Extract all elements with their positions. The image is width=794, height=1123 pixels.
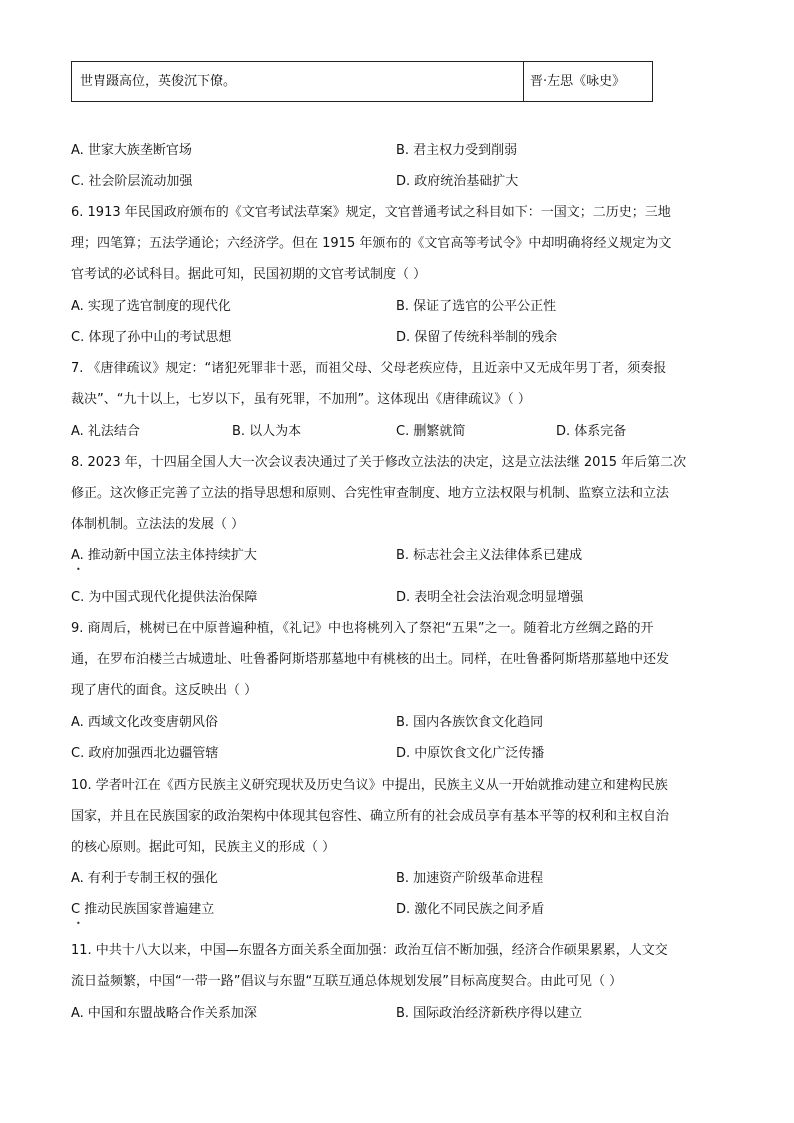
q6-option-a: A. 实现了选官制度的现代化 (71, 299, 231, 314)
q9-stem-line-3: 现了唐代的面食。这反映出（ ） (71, 683, 258, 698)
q9-option-c: C. 政府加强西北边疆管辖 (71, 746, 219, 761)
q5-option-c: C. 社会阶层流动加强 (71, 174, 193, 189)
q10-stem-line-2: 国家，并且在民族国家的政治架构中体现其包容性、确立所有的社会成员享有基本平等的权利和主权自治 (71, 809, 670, 824)
q8-option-a: A. 推动新中国立法主体持续扩大 (71, 548, 257, 563)
q6-option-d: D. 保留了传统科举制的残余 (396, 330, 558, 345)
q7-stem-line-1: 7. 《唐律疏议》规定：“诸犯死罪非十恶，而祖父母、父母老疾应侍，且近亲中又无成年男丁者，须奏报 (71, 361, 667, 376)
q7-stem-line-2: 裁决”、“九十以上，七岁以下，虽有死罪，不加刑”。这体现出《唐律疏议》（ ） (71, 392, 531, 407)
q7-option-d: D. 体系完备 (556, 424, 627, 439)
q8-stem-line-3: 体制机制。立法法的发展（ ） (71, 517, 245, 532)
q6-stem-line-3: 官考试的必试科目。据此可知，民国初期的文官考试制度（ ） (71, 267, 427, 282)
q6-option-c: C. 体现了孙中山的考试思想 (71, 330, 232, 345)
q9-option-d: D. 中原饮食文化广泛传播 (396, 746, 545, 761)
q10-option-d: D. 激化不同民族之间矛盾 (396, 902, 545, 917)
quote-table (71, 61, 653, 102)
q6-option-b: B. 保证了选官的公平公正性 (396, 299, 557, 314)
stray-dot-mark: • (76, 919, 81, 928)
q10-stem-line-3: 的核心原则。据此可知，民族主义的形成（ ） (71, 840, 336, 855)
q10-stem-line-1: 10. 学者叶江在《西方民族主义研究现状及历史刍议》中提出，民族主义从一开始就推动建立和建构民族 (71, 778, 668, 793)
q10-option-b: B. 加速资产阶级革命进程 (396, 871, 544, 886)
q6-stem-line-1: 6. 1913 年民国政府颁布的《文官考试法草案》规定，文官普通考试之科目如下：一国文；二历史；三地 (71, 205, 671, 220)
q9-option-b: B. 国内各族饮食文化趋同 (396, 715, 544, 730)
q8-option-b: B. 标志社会主义法律体系已建成 (396, 548, 583, 563)
q6-stem-line-2: 理；四笔算；五法学通论；六经济学。但在 1915 年颁布的《文官高等考试令》中却明确将经义规定为文 (71, 236, 672, 251)
q5-option-b: B. 君主权力受到削弱 (396, 143, 518, 158)
q11-stem-line-1: 11. 中共十八大以来，中国—东盟各方面关系全面加强：政治互信不断加强，经济合作硕果累累，人文交 (71, 943, 668, 958)
q8-stem-line-2: 修正。这次修正完善了立法的指导思想和原则、合宪性审查制度、地方立法权限与机制、监察立法和立法 (71, 486, 670, 501)
q8-stem-line-1: 8. 2023 年，十四届全国人大一次会议表决通过了关于修改立法法的决定，这是立法法继 2015 年后第二次 (71, 455, 687, 470)
q11-stem-line-2: 流日益频繁，中国“一带一路”倡议与东盟“互联互通总体规划发展”目标高度契合。由此可见（ ） (71, 974, 623, 989)
stray-dot-mark: • (76, 565, 81, 574)
q8-option-c: C. 为中国式现代化提供法治保障 (71, 590, 258, 605)
q10-option-c: C 推动民族国家普遍建立 (71, 902, 215, 917)
quote-source: 晋·左思《咏史》 (530, 74, 626, 89)
q7-option-a: A. 礼法结合 (71, 424, 140, 439)
q11-option-a: A. 中国和东盟战略合作关系加深 (71, 1006, 257, 1021)
q8-option-d: D. 表明全社会法治观念明显增强 (396, 590, 584, 605)
q5-option-d: D. 政府统治基础扩大 (396, 174, 519, 189)
q9-stem-line-2: 通，在罗布泊楼兰古城遗址、吐鲁番阿斯塔那墓地中有桃核的出土。同样，在吐鲁番阿斯塔那墓地中还发 (71, 652, 670, 667)
q7-option-c: C. 删繁就简 (396, 424, 466, 439)
q9-option-a: A. 西域文化改变唐朝风俗 (71, 715, 218, 730)
q10-option-a: A. 有利于专制王权的强化 (71, 871, 218, 886)
q7-option-b: B. 以人为本 (232, 424, 302, 439)
q5-option-a: A. 世家大族垄断官场 (71, 143, 192, 158)
q11-option-b: B. 国际政治经济新秩序得以建立 (396, 1006, 583, 1021)
quote-text: 世胄蹑高位，英俊沉下僚。 (72, 62, 524, 101)
q9-stem-line-1: 9. 商周后，桃树已在中原普遍种植，《礼记》中也将桃列入了祭祀“五果”之一。随着北方丝绸之路的开 (71, 621, 654, 636)
